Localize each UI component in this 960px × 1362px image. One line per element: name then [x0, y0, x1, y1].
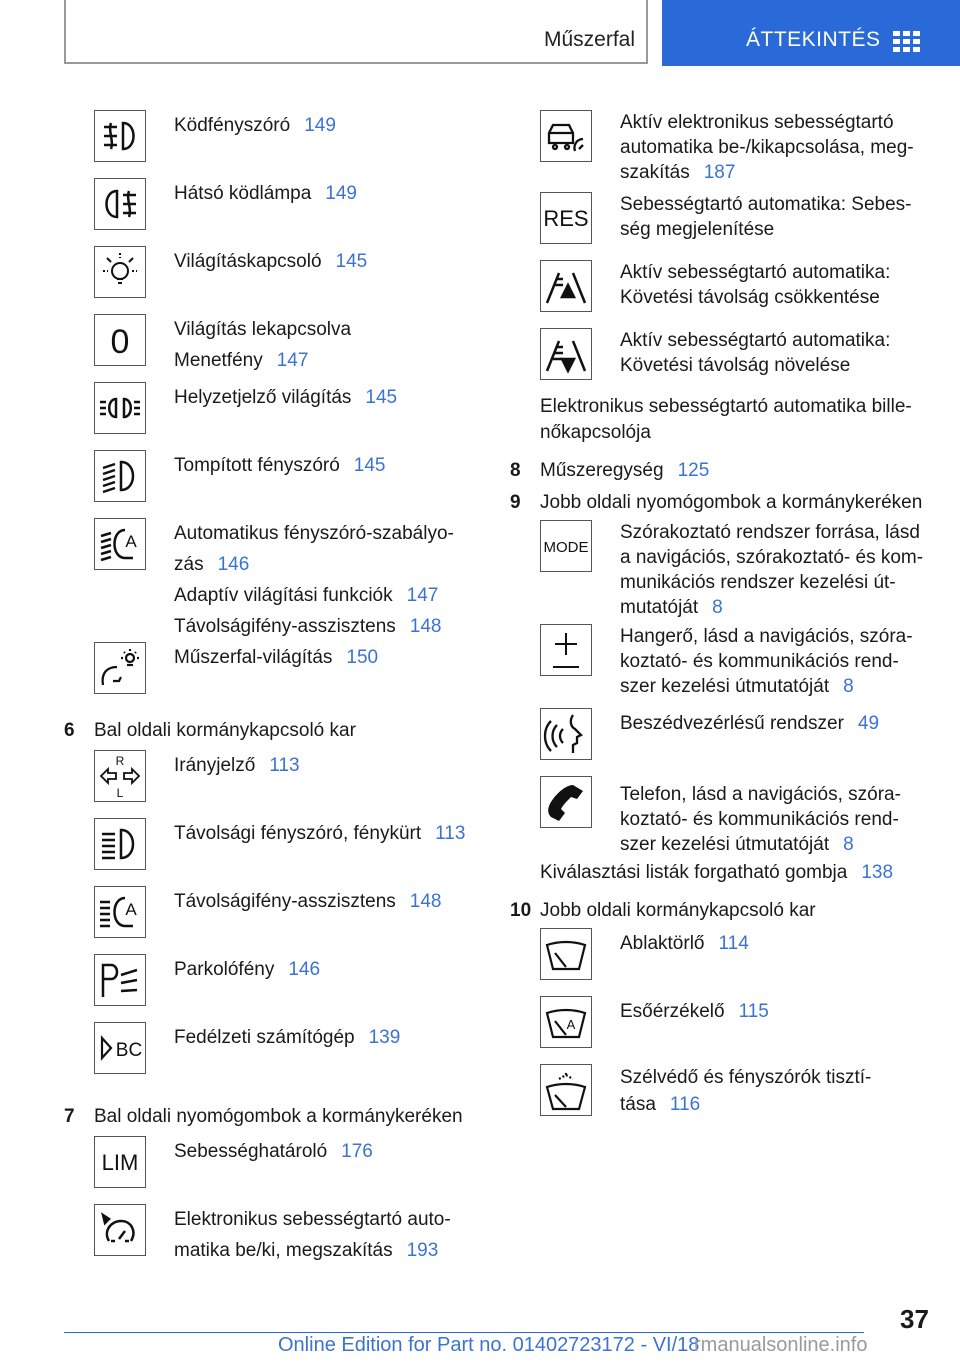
section-number: 6 — [64, 720, 75, 741]
item-label: Helyzetjelző világítás — [174, 387, 352, 408]
item-label: Hátsó ködlámpa — [174, 183, 312, 204]
section-heading — [64, 718, 476, 750]
paragraph — [540, 394, 930, 458]
list-item — [510, 110, 930, 192]
item-label: szer kezelési útmutatóját — [620, 676, 830, 697]
page-ref-link[interactable]: 125 — [677, 460, 710, 481]
item-label: Világítás lekapcsolva — [174, 319, 352, 340]
list-item — [64, 1022, 476, 1104]
item-label: Menetfény — [174, 350, 263, 371]
page-ref-link[interactable]: 138 — [861, 862, 894, 883]
page-ref-link[interactable]: 148 — [409, 891, 442, 912]
page-ref-link[interactable]: 113 — [435, 823, 466, 844]
page-ref-link[interactable]: 147 — [406, 585, 439, 606]
list-item — [64, 886, 476, 954]
voice-control-icon — [540, 708, 592, 760]
page-number: 37 — [900, 1304, 929, 1334]
icon-glyph: 0 — [110, 323, 130, 361]
section-heading — [510, 898, 930, 928]
page-ref-link[interactable]: 8 — [843, 834, 854, 855]
page-ref-link[interactable]: 145 — [353, 455, 386, 476]
phone-icon — [540, 776, 592, 828]
list-item — [510, 260, 930, 328]
icon-glyph: R — [115, 754, 125, 768]
item-label: koztató- és kommunikációs rend- — [620, 809, 899, 830]
item-label: Automatikus fényszóró-szabályo- — [174, 523, 454, 544]
list-item — [510, 624, 930, 708]
item-label: Műszerfal-világítás — [174, 647, 333, 668]
list-item — [64, 750, 476, 818]
icon-glyph: BC — [115, 1040, 143, 1061]
header-border — [646, 0, 648, 64]
washer-icon — [540, 1064, 592, 1116]
page-ref-link[interactable]: 149 — [304, 115, 336, 136]
list-item — [64, 642, 476, 718]
list-item — [64, 178, 476, 246]
instrument-lighting-icon — [94, 642, 146, 694]
item-label: zás — [174, 554, 204, 575]
page-ref-link[interactable]: 146 — [217, 554, 250, 575]
item-label: Ablaktörlő — [620, 933, 705, 954]
section-number: 7 — [64, 1106, 75, 1127]
section-title: Jobb oldali kormánykapcsoló kar — [540, 900, 816, 921]
page-ref-link[interactable]: 8 — [843, 676, 854, 697]
item-label: Fedélzeti számítógép — [174, 1027, 355, 1048]
item-label: munikációs rendszer kezelési út- — [620, 572, 896, 593]
speed-limiter-icon — [94, 1136, 146, 1188]
icon-glyph: A — [125, 532, 137, 551]
light-switch-icon — [94, 246, 146, 298]
list-item — [64, 954, 476, 1022]
item-label: Világításkapcsoló — [174, 251, 322, 272]
page-ref-link[interactable]: 113 — [269, 755, 300, 776]
item-label: Aktív sebességtartó automatika: — [620, 262, 891, 283]
high-beam-assist-icon — [94, 886, 146, 938]
item-label: Parkolófény — [174, 959, 275, 980]
icon-glyph: A — [125, 900, 137, 919]
footer-divider — [64, 1332, 864, 1333]
item-label: Tompított fényszóró — [174, 455, 340, 476]
icon-glyph: L — [116, 786, 124, 799]
lights-off-icon — [94, 314, 146, 366]
page-ref-link[interactable]: 145 — [335, 251, 368, 272]
item-label: mutatóját — [620, 597, 699, 618]
item-label: Ködfényszóró — [174, 115, 291, 136]
wiper-icon — [540, 928, 592, 980]
mode-button-icon — [540, 520, 592, 572]
item-label: Távolságifény-asszisztens — [174, 891, 396, 912]
item-label: Távolsági fényszóró, fénykürt — [174, 823, 422, 844]
chapter-title[interactable]: ÁTTEKINTÉS — [746, 28, 881, 51]
section-heading — [64, 1104, 476, 1136]
section-heading — [510, 458, 930, 490]
item-label: Hangerő, lásd a navigációs, szóra- — [620, 626, 913, 647]
page-ref-link[interactable]: 115 — [738, 1001, 769, 1022]
page-ref-link[interactable]: 116 — [669, 1094, 701, 1115]
icon-glyph: MODE — [543, 539, 589, 556]
page-ref-link[interactable]: 146 — [288, 959, 321, 980]
front-fog-light-icon — [94, 110, 146, 162]
paragraph-line: Kiválasztási listák forgatható gombja — [540, 862, 848, 883]
page-ref-link[interactable]: 176 — [341, 1141, 373, 1162]
list-item — [64, 450, 476, 518]
high-beam-icon — [94, 818, 146, 870]
watermark: rmanualsonline.info — [694, 1334, 868, 1356]
cruise-control-icon — [94, 1204, 146, 1256]
list-item — [510, 1064, 930, 1132]
item-label: Követési távolság csökkentése — [620, 287, 880, 308]
item-label: ség megjelenítése — [620, 219, 775, 240]
list-item — [510, 928, 930, 996]
section-title: Jobb oldali nyomógombok a kormánykeréken — [540, 492, 923, 513]
item-label: Követési távolság növelése — [620, 355, 851, 376]
volume-icon — [540, 624, 592, 676]
page-ref-link[interactable]: 114 — [718, 933, 749, 954]
parking-position-light-icon — [94, 382, 146, 434]
page-header — [0, 0, 960, 66]
item-label: szakítás — [620, 162, 690, 183]
icon-glyph: A — [566, 1017, 576, 1032]
list-item — [64, 246, 476, 314]
section-number: 9 — [510, 492, 521, 513]
item-label: Esőérzékelő — [620, 1001, 725, 1022]
list-item — [510, 708, 930, 776]
icon-glyph: LIM — [101, 1150, 139, 1175]
edition-footer: Online Edition for Part no. 01402723172 - VI/18 — [278, 1334, 700, 1356]
list-item — [510, 328, 930, 394]
list-item — [64, 818, 476, 886]
low-beam-icon — [94, 450, 146, 502]
turn-signal-icon — [94, 750, 146, 802]
paragraph-line: nőkapcsolója — [540, 422, 651, 443]
paragraph — [540, 860, 930, 898]
section-title: Műszeregység — [540, 460, 664, 481]
item-label: Sebességtartó automatika: Sebes- — [620, 194, 912, 215]
item-label: Sebességhatároló — [174, 1141, 328, 1162]
rain-sensor-icon — [540, 996, 592, 1048]
list-item — [510, 192, 930, 260]
header-border — [64, 0, 66, 64]
section-number: 10 — [510, 900, 532, 921]
page-ref-link[interactable]: 49 — [857, 713, 880, 734]
item-label: automatika be-/kikapcsolása, meg- — [620, 137, 914, 158]
page-ref-link[interactable]: 150 — [346, 647, 379, 668]
section-title: Bal oldali kormánykapcsoló kar — [94, 720, 356, 741]
paragraph-line: Elektronikus sebességtartó automatika bille- — [540, 396, 912, 417]
parking-light-icon — [94, 954, 146, 1006]
active-cruise-control-icon — [540, 110, 592, 162]
list-item — [510, 776, 930, 860]
list-item — [510, 520, 930, 624]
page-ref-link[interactable]: 149 — [325, 183, 357, 204]
page-ref-link[interactable]: 193 — [406, 1240, 439, 1261]
page-ref-link[interactable]: 139 — [368, 1027, 401, 1048]
auto-headlight-icon — [94, 518, 146, 570]
item-label: Távolságifény-asszisztens — [174, 616, 396, 637]
item-label: Beszédvezérlésű rendszer — [620, 713, 844, 734]
right-column — [510, 110, 930, 1132]
section-title: Bal oldali nyomógombok a kormánykeréken — [94, 1106, 463, 1127]
rear-fog-light-icon — [94, 178, 146, 230]
item-label: koztató- és kommunikációs rend- — [620, 651, 899, 672]
header-border — [64, 62, 648, 64]
page-ref-link[interactable]: 8 — [712, 597, 723, 618]
item-label: Adaptív világítási funkciók — [174, 585, 393, 606]
left-column — [64, 110, 476, 1272]
item-label: tása — [620, 1094, 656, 1115]
list-item — [64, 518, 476, 642]
page-ref-link[interactable]: 145 — [365, 387, 398, 408]
resume-speed-icon — [540, 192, 592, 244]
grid-menu-icon[interactable] — [893, 31, 921, 53]
item-label: Elektronikus sebességtartó auto- — [174, 1209, 451, 1230]
item-label: szer kezelési útmutatóját — [620, 834, 830, 855]
list-item — [64, 1204, 476, 1272]
page-ref-link[interactable]: 147 — [276, 350, 309, 371]
list-item — [64, 1136, 476, 1204]
item-label: a navigációs, szórakoztató- és kom- — [620, 547, 924, 568]
page-ref-link[interactable]: 148 — [409, 616, 442, 637]
section-heading — [510, 490, 930, 520]
item-label: Aktív sebességtartó automatika: — [620, 330, 891, 351]
section-title: Műszerfal — [543, 28, 635, 51]
distance-decrease-icon — [540, 260, 592, 312]
section-number: 8 — [510, 460, 521, 481]
distance-increase-icon — [540, 328, 592, 380]
item-label: Szélvédő és fényszórók tisztí- — [620, 1067, 872, 1088]
onboard-computer-icon — [94, 1022, 146, 1074]
list-item — [64, 382, 476, 450]
icon-glyph: RES — [543, 206, 589, 231]
item-label: matika be/ki, megszakítás — [174, 1240, 393, 1261]
list-item — [64, 110, 476, 178]
list-item — [64, 314, 476, 382]
list-item — [510, 996, 930, 1064]
item-label: Irányjelző — [174, 755, 256, 776]
item-label: Aktív elektronikus sebességtartó — [620, 112, 894, 133]
page-ref-link[interactable]: 187 — [703, 162, 736, 183]
item-label: Telefon, lásd a navigációs, szóra- — [620, 784, 901, 805]
item-label: Szórakoztató rendszer forrása, lásd — [620, 522, 920, 543]
